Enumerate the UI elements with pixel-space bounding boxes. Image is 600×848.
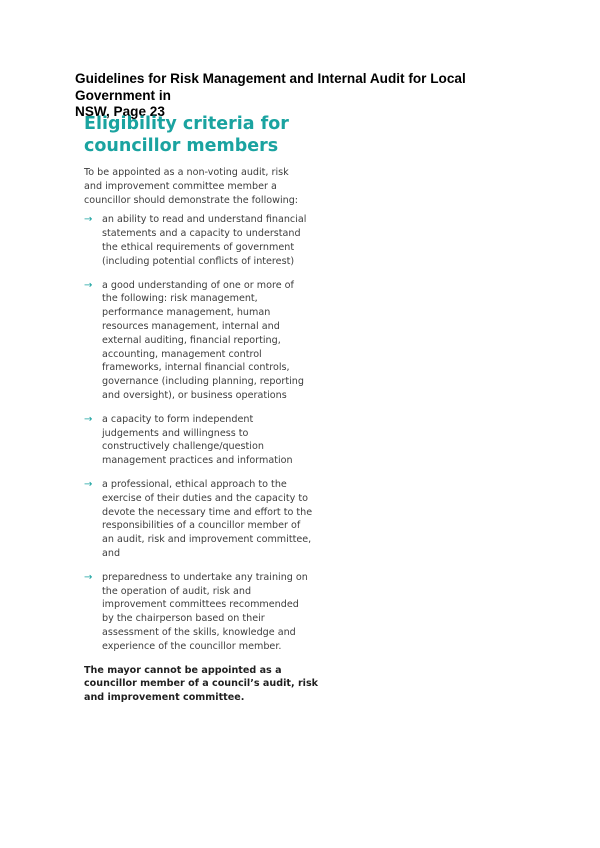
- list-item-line: responsibilities of a councillor member of: [102, 520, 301, 532]
- list-item: [84, 478, 314, 561]
- list-item: [84, 571, 314, 654]
- list-item-line: the operation of audit, risk and: [102, 585, 252, 597]
- list-item-line: a good understanding of one or more of: [102, 279, 294, 291]
- list-item-line: exercise of their duties and the capacity to: [102, 492, 308, 504]
- list-item-text: [102, 413, 293, 468]
- list-item-line: the following: risk management,: [102, 293, 258, 305]
- list-item-line: external auditing, financial reporting,: [102, 334, 281, 346]
- section-heading-line: councillor members: [84, 136, 279, 156]
- list-item-line: judgements and willingness to: [102, 427, 249, 439]
- mayor-note: [84, 664, 319, 705]
- right-arrow-icon: →: [84, 413, 93, 425]
- list-item: [84, 213, 314, 268]
- note-line: and improvement committee.: [84, 692, 245, 704]
- right-arrow-icon: →: [84, 214, 93, 226]
- list-item-line: an audit, risk and improvement committee,: [102, 534, 312, 546]
- criteria-list: [84, 213, 314, 653]
- section-heading: [84, 113, 314, 157]
- right-arrow-icon: →: [84, 571, 93, 583]
- list-item-line: improvement committees recommended: [102, 599, 299, 611]
- list-item-text: [102, 478, 312, 561]
- list-item-line: experience of the councillor member.: [102, 640, 282, 652]
- list-item-line: performance management, human: [102, 307, 271, 319]
- list-item-line: governance (including planning, reporting: [102, 376, 304, 388]
- intro-line: councillor should demonstrate the following:: [84, 194, 299, 206]
- section-heading-line: Eligibility criteria for: [84, 114, 289, 134]
- list-item-text: [102, 279, 304, 403]
- intro-line: and improvement committee member a: [84, 180, 277, 192]
- list-item-line: devote the necessary time and effort to the: [102, 506, 313, 518]
- list-item-line: accounting, management control: [102, 348, 262, 360]
- note-line: councillor member of a council’s audit, risk: [84, 678, 319, 690]
- list-item-line: assessment of the skills, knowledge and: [102, 626, 296, 638]
- list-item-text: [102, 213, 306, 268]
- list-item-line: and: [102, 547, 121, 559]
- list-item-line: an ability to read and understand financial: [102, 214, 307, 226]
- list-item-text: [102, 571, 308, 654]
- intro-paragraph: [84, 166, 314, 207]
- list-item-line: constructively challenge/question: [102, 441, 264, 453]
- list-item-line: and oversight), or business operations: [102, 389, 287, 401]
- list-item-line: by the chairperson based on their: [102, 613, 265, 625]
- list-item-line: resources management, internal and: [102, 320, 280, 332]
- document-header-line: NSW, Page 23: [75, 104, 165, 119]
- list-item-line: preparedness to undertake any training on: [102, 571, 308, 583]
- list-item-line: statements and a capacity to understand: [102, 228, 301, 240]
- right-arrow-icon: →: [84, 279, 93, 291]
- list-item-line: a professional, ethical approach to the: [102, 478, 287, 490]
- list-item-line: management practices and information: [102, 455, 293, 467]
- note-line: The mayor cannot be appointed as a: [84, 664, 282, 676]
- document-excerpt: [84, 113, 319, 705]
- list-item-line: frameworks, internal financial controls,: [102, 362, 290, 374]
- list-item-line: a capacity to form independent: [102, 413, 254, 425]
- list-item-line: (including potential conflicts of interest): [102, 255, 295, 267]
- list-item: [84, 279, 314, 403]
- right-arrow-icon: →: [84, 478, 93, 490]
- document-header-line: Guidelines for Risk Management and Internal Audit for Local Government in: [75, 71, 466, 103]
- list-item-line: the ethical requirements of government: [102, 241, 295, 253]
- intro-line: To be appointed as a non-voting audit, risk: [84, 167, 289, 178]
- list-item: [84, 413, 314, 468]
